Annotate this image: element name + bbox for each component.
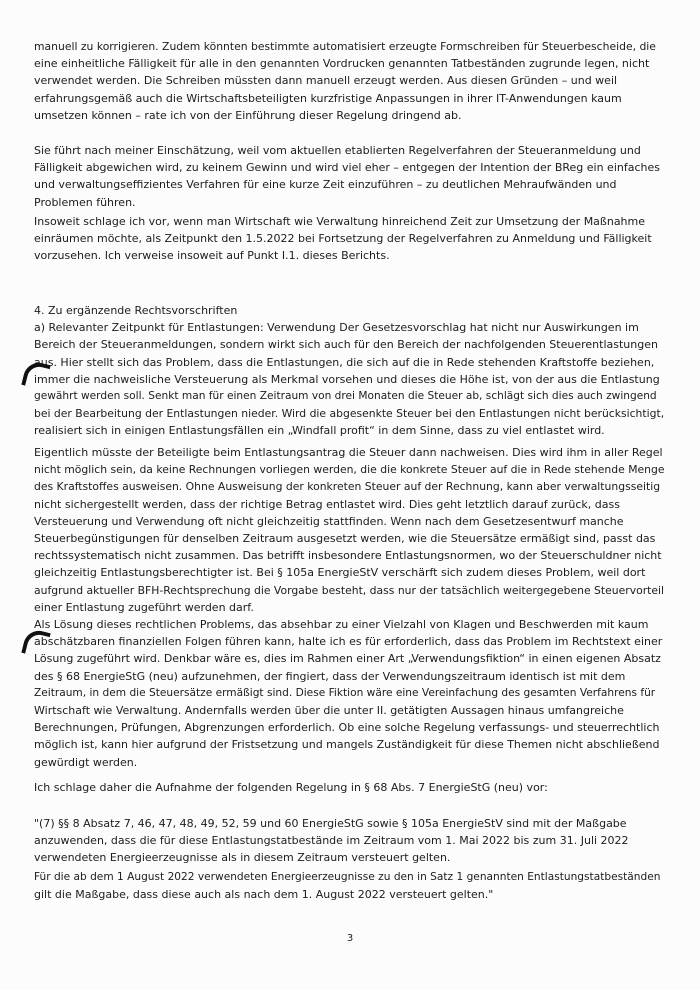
paragraph-proposal-intro: [34, 779, 666, 796]
text-line: Bereich der Steueranmeldungen, sondern wirkt sich auch für den Bereich der nachfolgenden Steuerentlastungen: [34, 338, 658, 352]
paragraph-solution: [34, 616, 666, 771]
text-line: Zeitraum, in dem die Steuersätze ermäßigt sind. Diese Fiktion wäre eine Vereinfachung des gesamten Verfahrens für: [34, 686, 656, 699]
page-number: 3: [346, 933, 354, 944]
text-line: Steuerbegünstigungen für denselben Zeitraum ausgesetzt werden, wie die Steuersätze ermäßigt sind, passt das: [34, 532, 656, 546]
text-line: Problemen führen.: [34, 195, 136, 209]
text-line: vorzusehen. Ich verweise insoweit auf Punkt I.1. dieses Berichts.: [34, 249, 390, 263]
text-line: Wirtschaft wie Verwaltung. Andernfalls werden über die unter II. getätigten Aussagen hinaus umfangreiche: [34, 704, 624, 718]
text-line: eine einheitliche Fälligkeit für alle in den genannten Vordrucken genannten Tatbeständen zugrunde legen, nicht: [34, 57, 650, 71]
text-line: aufgrund aktueller BFH-Rechtsprechung die Vorgabe besteht, dass nur der tatsächlich weitergegebene Steuervorteil: [34, 583, 665, 597]
text-line: Eigentlich müsste der Beteiligte beim Entlastungsantrag die Steuer dann nachweisen. Dies wird ihm in aller Regel: [34, 446, 663, 459]
paragraph-assessment: [34, 142, 666, 211]
text-line: manuell zu korrigieren. Zudem könnten bestimmte automatisiert erzeugte Formschreiben für Steuerbescheide, die: [34, 40, 656, 53]
text-line: nicht möglich sein, da keine Rechnungen vorliegen werden, die die konkrete Steuer auf die in Rede stehende Menge: [34, 463, 665, 477]
text-line: Sie führt nach meiner Einschätzung, weil vom aktuellen etablierten Regelverfahren der Steueranmeldung und: [34, 144, 641, 157]
text-line: anzuwenden, dass die für diese Entlastungstatbestände im Zeitraum vom 1. Mai 2022 bis zum 31. Juli 2022: [34, 834, 629, 848]
text-line: möglich ist, kann hier aufgrund der Fristsetzung und mangels Zuständigkeit für diese Themen nicht abschließend: [34, 738, 660, 752]
text-line: rechtssystematisch nicht zusammen. Das betrifft insbesondere Entlastungsnormen, wo der Steuerschuldner nicht: [34, 549, 662, 563]
text-line: bei der Bearbeitung der Entlastungen nieder. Wird die abgesenkte Steuer bei den Entlastungen nicht berücksichtigt,: [34, 407, 665, 421]
text-line: des Kraftstoffes ausweisen. Ohne Ausweisung der konkreten Steuer auf der Rechnung, kann aber verwaltungsseitig: [34, 480, 661, 494]
quoted-regulation-part-2: [34, 869, 666, 903]
text-line: nicht sichergestellt werden, dass der richtige Betrag entlastet wird. Dies geht letztlich darauf zurück, dass: [34, 497, 620, 511]
text-line: des § 68 EnergieStG (neu) aufzunehmen, der fingiert, dass der Verwendungszeitraum identisch ist mit dem: [34, 669, 626, 683]
text-line: Für die ab dem 1 August 2022 verwendeten Energieerzeugnisse zu den in Satz 1 genannten Entlastungstatbeständen: [34, 871, 661, 883]
text-line: abschätzbaren finanziellen Folgen führen kann, halte ich es für erforderlich, dass das Problem im Rechtstext einer: [34, 635, 663, 649]
text-line: Versteuerung und Verwendung oft nicht gleichzeitig stattfinden. Wenn nach dem Gesetzesentwurf manche: [34, 514, 624, 528]
text-line: einer Entlastung zugeführt werden darf.: [34, 600, 254, 614]
text-line: Als Lösung dieses rechtlichen Problems, das absehbar zu einer Vielzahl von Klagen und Beschwerden mit kaum: [34, 618, 649, 631]
text-line: und verwaltungseffizientes Verfahren für eine kurze Zeit einzuführen – zu deutlichen Mehraufwänden und: [34, 178, 617, 192]
text-line: umsetzen können – rate ich von der Einführung dieser Regelung dringend ab.: [34, 108, 462, 122]
text-line: "(7) §§ 8 Absatz 7, 46, 47, 48, 49, 52, 59 und 60 EnergieStG sowie § 105a EnergieStV sind mit der Maßgabe: [34, 817, 627, 830]
section-4-legal-provisions: [34, 302, 666, 440]
paragraph-it-adjustments: [34, 38, 666, 124]
text-line: immer die nachweisliche Versteuerung als Merkmal vorsehen und dieses die Höhe ist, von der aus die Entlastung: [34, 372, 660, 386]
text-line: gewürdigt werden.: [34, 755, 138, 769]
text-line: a) Relevanter Zeitpunkt für Entlastungen: Verwendung Der Gesetzesvorschlag hat nicht nur Auswirkungen im: [34, 321, 639, 335]
text-line: aus. Hier stellt sich das Problem, dass die Entlastungen, die sich auf die in Rede stehenden Kraftstoffe beziehen,: [34, 355, 655, 369]
text-line: Insoweit schlage ich vor, wenn man Wirtschaft wie Verwaltung hinreichend Zeit zur Umsetzung der Maßnahme: [34, 215, 646, 228]
quoted-regulation-part-1: [34, 815, 666, 867]
text-line: Ich schlage daher die Aufnahme der folgenden Regelung in § 68 Abs. 7 EnergieStG (neu) vor:: [34, 781, 548, 794]
paragraph-proposal-date: [34, 213, 666, 265]
text-line: Fälligkeit abgewichen wird, zu keinem Gewinn und wird viel eher – entgegen der Intention der BReg ein einfaches: [34, 161, 660, 175]
text-line: gilt die Maßgabe, dass diese auch als nach dem 1. August 2022 versteuert gelten.": [34, 888, 494, 902]
text-line: Berechnungen, Prüfungen, Abgrenzungen erforderlich. Ob eine solche Regelung verfassungs- und steuerrechtlich: [34, 721, 660, 735]
text-line: verwendet werden. Die Schreiben müssten dann manuell erzeugt werden. Aus diesen Gründen – und weil: [34, 74, 618, 88]
text-line: erfahrungsgemäß auch die Wirtschaftsbeteiligten kurzfristige Anpassungen in ihrer IT-Anwendungen kaum: [34, 91, 622, 105]
text-line: gewährt werden soll. Senkt man für einen Zeitraum von drei Monaten die Steuer ab, schlägt sich dies auch zwingend: [34, 390, 657, 403]
section-heading: 4. Zu ergänzende Rechtsvorschriften: [34, 304, 238, 317]
text-line: gleichzeitig Entlastungsberechtigter ist. Bei § 105a EnergieStV verschärft sich zudem dieses Problem, weil dort: [34, 566, 646, 580]
text-line: realisiert sich in einigen Entlastungsfällen ein „Windfall profit“ in dem Sinne, dass zu viel entlastet wird.: [34, 424, 605, 438]
paragraph-proof-of-tax: [34, 444, 666, 616]
text-line: einräumen möchte, als Zeitpunkt den 1.5.2022 bei Fortsetzung der Regelverfahren zu Anmeldung und Fälligkeit: [34, 232, 652, 246]
text-line: Lösung zugeführt wird. Denkbar wäre es, dies im Rahmen einer Art „Verwendungsfiktion“ in einen eigenen Absatz: [34, 652, 661, 666]
text-line: verwendeten Energieerzeugnisse als in diesem Zeitraum versteuert gelten.: [34, 851, 451, 865]
